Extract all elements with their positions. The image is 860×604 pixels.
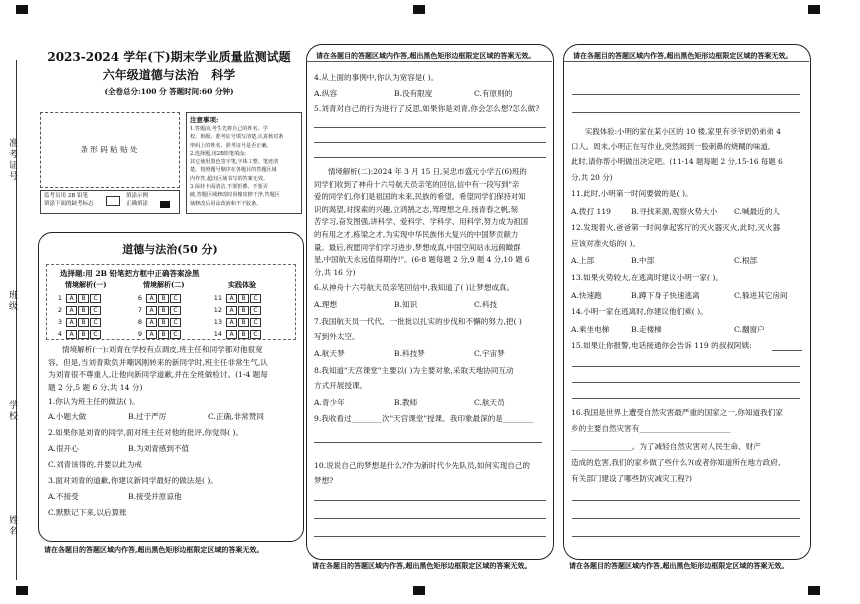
answer-area-column-2 [306,44,554,560]
answer-bubble[interactable]: B [158,318,169,327]
question-15: 15.如果让你报警,电话接通你会告诉 119 的叔叔阿姨: [571,341,752,350]
answer-bubble[interactable]: A [226,330,237,339]
bubble-question-number: 2 [57,306,62,314]
answer-bubble-row [132,306,182,315]
bubble-question-number: 6 [137,294,142,302]
column-2-footer: 请在各题目的答题区域内作答,超出黑色矩形边框限定区域的答案无效。 [312,561,532,570]
answer-line[interactable] [314,442,542,443]
question-12-cont: 应该对准火焰的( )。 [571,239,641,248]
q6-option-c: C.科技 [474,300,498,309]
registration-mark [16,5,28,14]
answer-bubble[interactable]: B [238,306,249,315]
q1-option-c: C.正确,非常赞同 [208,412,264,421]
exam-subtitle: 六年级道德与法治 科学 [102,68,236,82]
answer-bubble[interactable]: A [226,306,237,315]
answer-bubble[interactable]: A [226,294,237,303]
bubble-question-number: 1 [57,294,62,302]
q3-option-c: C.默默记下来,以后算账 [48,508,127,517]
bubble-question-number: 8 [137,318,142,326]
column-3-header: 请在各题目的答题区域内作答,超出黑色矩形边框限定区域的答案无效。 [573,51,793,60]
answer-line[interactable] [314,500,546,501]
question-1: 1.你认为班主任的做法( )。 [48,397,140,406]
fill-example-label: 填涂示例 正确填涂 [126,193,149,207]
answer-bubble-row [212,318,262,327]
answer-bubble[interactable]: C [170,294,181,303]
answer-line[interactable] [572,382,800,383]
q14-option-b: B.走楼梯 [631,325,662,334]
answer-bubble-row [132,318,182,327]
answer-line[interactable] [572,94,800,95]
q8-option-a: A.青少年 [314,398,345,407]
header-rule [306,61,552,62]
fill-example-mark [160,201,170,208]
answer-line[interactable] [572,518,800,519]
question-3: 3.面对刘青的道歉,你建议新同学最好的做法是( )。 [48,476,218,485]
answer-bubble[interactable]: C [250,318,261,327]
question-8: 8.我知道"天宫课堂"主要以( )为主要对象,采取天地协同互动 [314,366,514,375]
answer-line[interactable] [572,500,800,501]
question-14: 14.小明一家在逃离时,你建议他们乘( )。 [571,307,708,316]
question-2: 2.如果你是刘青的同学,面对班主任对他的批评,你觉得( )。 [48,428,244,437]
answer-bubble[interactable]: A [66,318,77,327]
answer-bubble-row [52,294,102,303]
answer-line[interactable] [314,142,546,143]
q11-option-b: B.寻找来源,观察火势大小 [631,207,718,216]
question-13: 13.如果火势较大,在逃离时建议小明一家( )。 [571,273,723,282]
scenario-2-text: 情境解析(二):2024 年 3 月 15 日,吴忠市盛元小学五(6)班的 同学们收到了神舟十六号航天员亲笔的回信,信中有一段写到"亲 爱的同学们,你们是祖国的未来,民族的希望。希望同学们保持对知 识的渴望,对探索的兴趣,立鸿鹄之志,驾理想之舟,扬青春之帆,刻 苦学习,奋发图强,讲科学、爱科学、学科学、用科学,努力成为祖国 的有用之才,栋梁之才,为实现中华民族伟大复兴的中国梦贡献力 量。最后,祝愿同学们学习进步,梦想成真,中国空间站永远俯瞰群 星,中国航天永远值得期待!"。(6-8 题每题 2 分,9 题 4 分,10 题 6 分,共 16 分) [314,167,530,277]
answer-bubble[interactable]: C [90,318,101,327]
answer-line[interactable] [572,112,800,113]
answer-bubble-row [212,306,262,315]
answer-bubble-row [52,330,102,339]
answer-bubble[interactable]: C [90,306,101,315]
q4-option-b: B.没有限度 [394,89,433,98]
q12-option-a: A.上部 [571,256,595,265]
question-12: 12.发现着火,爸爸第一时间拿起客厅的灭火器灭火,此时,灭火器 [571,223,781,232]
answer-bubble-row [52,318,102,327]
answer-bubble[interactable]: C [170,318,181,327]
sidebar-label-name: 姓名 [7,515,17,537]
registration-mark [16,586,28,595]
answer-line[interactable] [572,366,800,367]
answer-bubble[interactable]: B [78,330,89,339]
answer-line[interactable] [314,157,546,158]
column-1-footer: 请在各题目的答题区域内作答,超出黑色矩形边框限定区域的答案无效。 [44,545,264,554]
question-16-line3: ________________。为了减轻自然灾害对人民生命、财产 [571,442,761,451]
q8-option-b: B.教师 [394,398,418,407]
practice-text: 实践体验:小明的家在某小区的 10 楼,家里有爷爷奶奶弟弟 4 口人。周末,小明正在写作业,突然闻到一股刺鼻的烧糊的味道, 此时,请你帮小明做出决定吧。(11-14 题每题 2 分,15-16 每题 6 分,共 20 分) [571,127,783,182]
answer-line[interactable] [572,536,800,537]
question-7-cont: 写到外太空。 [314,332,360,341]
question-10: 10.说说自己的梦想是什么?作为新时代少先队员,如何实现自己的 [314,461,530,470]
answer-bubble[interactable]: C [250,294,261,303]
q3-option-a: A.不接受 [48,492,79,501]
column-2-header: 请在各题目的答题区域内作答,超出黑色矩形边框限定区域的答案无效。 [316,51,536,60]
sidebar-label-exam-id: 准考证号 [7,138,17,182]
barcode-label: 条 形 码 粘 贴 处 [80,145,138,154]
bubble-question-number: 9 [137,330,142,338]
notice-lines: 1.答题前,考生先将自己的姓名、学 校、班级、准考证号填写清楚,认真核对条 形码上的姓名、准考证号是否正确。 2.选择题,用2B铅笔填涂; 其它使用黑色签字笔,字体工整、笔迹清 楚。按照题号顺序在各题目的答题区域 内作答,超出区域书写的答案无效。 3.保持卡面清洁,不要折叠、不要弄 破,答题区域修改时用橡皮擦干净,答题区 域修改后用涂改液和不干胶条。 [190,126,284,207]
question-8-cont: 方式开展授课。 [314,381,368,390]
answer-bubble[interactable]: A [66,306,77,315]
question-5: 5.刘青对自己的行为进行了反思,如果你是刘青,你会怎么想?怎么做? [314,104,540,113]
registration-mark [413,586,425,595]
absent-text: 监考员用 2B 铅笔 填涂下面的缺考标志 [44,193,94,207]
bubble-question-number: 4 [57,330,62,338]
answer-bubble[interactable]: B [158,294,169,303]
header-rule [563,61,809,62]
bubble-question-number: 11 [213,294,222,302]
q13-option-c: C.躲进其它房间 [734,291,788,300]
q3-option-b: B.接受并原谅他 [128,492,182,501]
bubble-question-number: 14 [213,330,222,338]
answer-bubble[interactable]: A [146,294,157,303]
registration-mark [808,586,820,595]
answer-bubble[interactable]: C [90,294,101,303]
sidebar-label-class: 班级 [7,290,17,312]
bubble-question-number: 7 [137,306,142,314]
bubble-group-2: 情境解析(二) [143,280,185,289]
absent-checkbox[interactable] [106,196,120,206]
q6-option-b: B.知识 [394,300,418,309]
scenario-1-text: 情境解析(一):刘青在学校有点调皮,班主任和同学都对他很宽 容。但是,当刘青欺负并嘲讽刚转来的新同学时,班主任非常生气,认 为刘青很不尊重人,让他向新同学道歉,并在全班做检讨。(1-4 题每 题 2 分,5 题 6 分,共 14 分) [48,345,268,392]
question-4: 4.从上面的事例中,你认为宽容是( )。 [314,73,439,82]
bubble-question-number: 13 [213,318,222,326]
answer-bubble[interactable]: B [158,330,169,339]
answer-line[interactable] [772,350,802,351]
registration-mark [808,5,820,14]
answer-bubble[interactable]: B [158,306,169,315]
question-6: 6.从神舟十六号航天员亲笔回信中,我知道了( )让梦想成真。 [314,283,515,292]
bubble-title: 选择题:用 2B 铅笔把方框中正确答案涂黑 [60,269,200,278]
q12-option-c: C.根部 [734,256,758,265]
q4-option-a: A.纵容 [314,89,338,98]
section1-title: 道德与法治(50 分) [122,243,218,256]
exam-title: 2023-2024 学年(下)期末学业质量监测试题 [47,50,291,64]
q7-option-a: A.航天梦 [314,349,345,358]
answer-bubble[interactable]: B [238,294,249,303]
q12-option-b: B.中部 [631,256,655,265]
answer-bubble-row [132,330,182,339]
answer-bubble[interactable]: B [238,330,249,339]
answer-line[interactable] [314,127,546,128]
question-10-cont: 梦想? [314,476,334,485]
q11-option-c: C.喊最近的人 [734,207,780,216]
registration-mark [413,5,425,14]
q13-option-a: A.快速跑 [571,291,602,300]
q11-option-a: A.拨打 119 [571,207,611,216]
question-16: 16.我国是世界上遭受自然灾害最严重的国家之一,你知道我们家 [571,408,783,417]
answer-bubble-row [52,306,102,315]
answer-bubble[interactable]: A [66,294,77,303]
answer-bubble[interactable]: B [78,306,89,315]
notice-title: 注意事项: [190,116,219,124]
bubble-group-3: 实践体验 [228,280,256,289]
q4-option-c: C.有原则的 [474,89,513,98]
q8-option-c: C.航天员 [474,398,505,407]
q6-option-a: A.理想 [314,300,338,309]
q2-option-a: A.很开心 [48,444,79,453]
q13-option-b: B.蹲下身子快速逃离 [631,291,700,300]
q7-option-b: B.科技梦 [394,349,425,358]
answer-bubble[interactable]: B [78,318,89,327]
answer-bubble-row [132,294,182,303]
q2-option-b: B.为刘青感到不值 [128,444,190,453]
answer-bubble[interactable]: A [66,330,77,339]
column-3-footer: 请在各题目的答题区域内作答,超出黑色矩形边框限定区域的答案无效。 [569,561,789,570]
question-7: 7.我国航天员一代代、一批批以扎实的步伐和不懈的努力,把( ) [314,317,522,326]
answer-bubble[interactable]: B [238,318,249,327]
answer-bubble[interactable]: B [78,294,89,303]
answer-line[interactable] [314,536,546,537]
q14-option-c: C.翻窗户 [734,325,765,334]
q7-option-c: C.宇宙梦 [474,349,505,358]
answer-line[interactable] [314,518,546,519]
answer-bubble[interactable]: C [250,330,261,339]
question-9: 9.我收看过________次"天宫课堂"授课。我印象最深的是________ [314,414,534,423]
answer-bubble[interactable]: C [90,330,101,339]
question-16-line4: 造成的危害,我们的家乡做了些什么?(或者你知道所在地方政府、 [571,458,786,467]
answer-bubble[interactable]: C [250,306,261,315]
question-16-line5: 有关部门建设了哪些防灾减灾工程?) [571,474,692,483]
answer-bubble-row [212,294,262,303]
answer-bubble[interactable]: A [226,318,237,327]
bubble-question-number: 3 [57,318,62,326]
answer-bubble-row [212,330,262,339]
answer-line[interactable] [572,398,800,399]
exam-meta: (全卷总分:100 分 答题时间:60 分钟) [104,87,234,96]
sidebar-label-school: 学校 [7,400,17,422]
bubble-group-1: 情境解析(一) [65,280,107,289]
question-11: 11.此时,小明第一时间要做的是( )。 [571,189,693,198]
answer-bubble[interactable]: C [170,330,181,339]
answer-bubble[interactable]: A [146,330,157,339]
q1-option-b: B.过于严厉 [128,412,167,421]
answer-bubble[interactable]: A [146,306,157,315]
question-16-line2: 乡的主要自然灾害有________________________ [571,424,731,433]
q1-option-a: A.小题大做 [48,412,87,421]
q2-option-c: C.刘青该得的,并要以此为戒 [48,460,142,469]
answer-bubble[interactable]: A [146,318,157,327]
answer-bubble[interactable]: C [170,306,181,315]
q14-option-a: A.乘坐电梯 [571,325,610,334]
bubble-question-number: 12 [213,306,222,314]
